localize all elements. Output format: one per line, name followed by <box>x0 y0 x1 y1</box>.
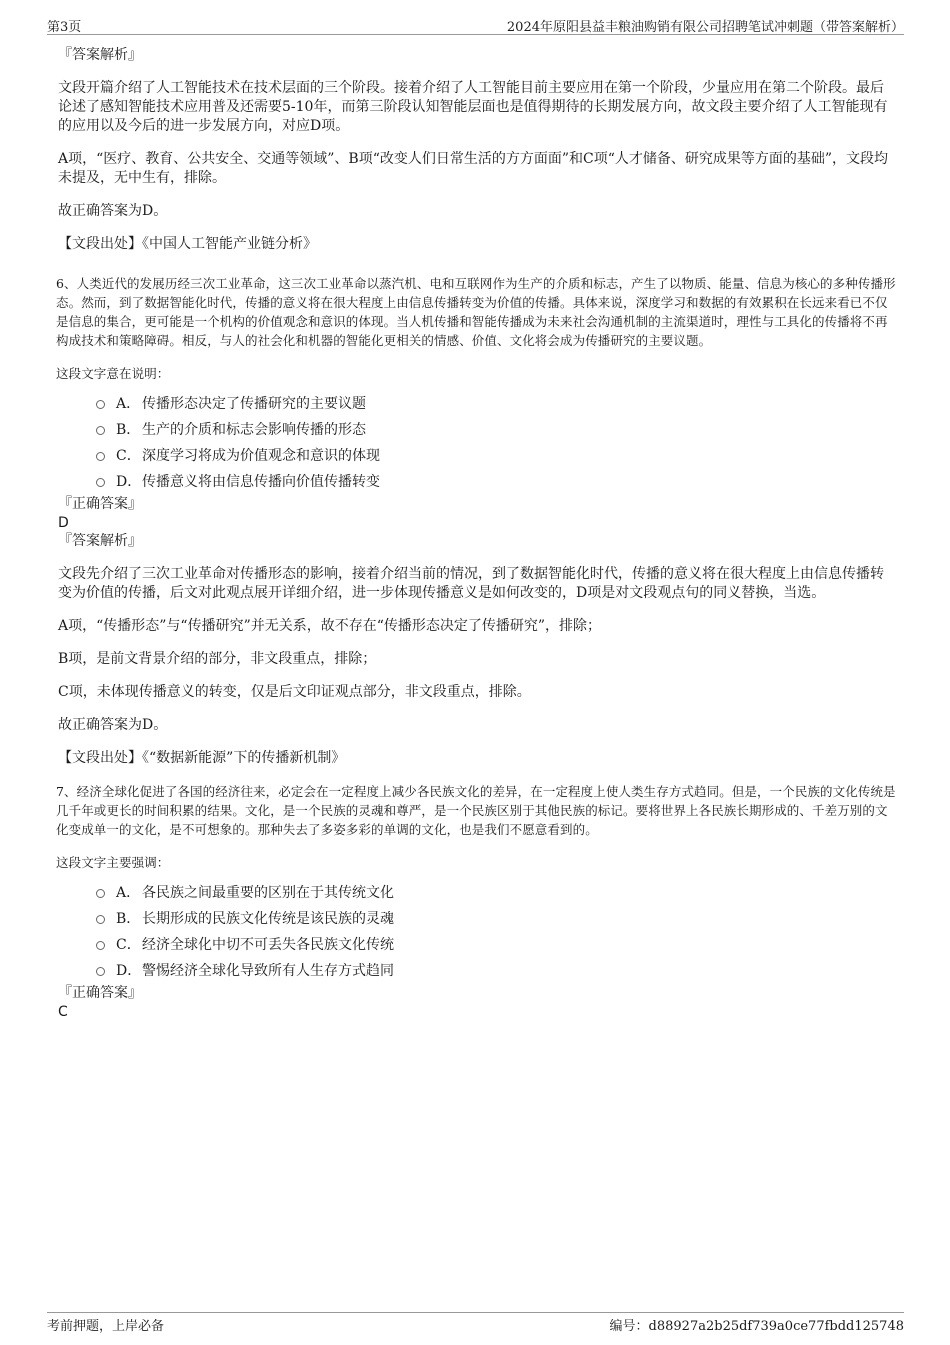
analysis-heading: 『答案解析』 <box>58 47 142 63</box>
analysis-paragraph: A项，“医疗、教育、公共安全、交通等领域”、B项“改变人们日常生活的方方面面”和C项“人才储备、研究成果等方面的基础”，文段均未提及，无中生有，排除。 <box>58 151 889 186</box>
option-a[interactable]: A． 传播形态决定了传播研究的主要议题 <box>96 391 896 417</box>
radio-icon[interactable] <box>96 941 105 950</box>
radio-icon[interactable] <box>96 967 105 976</box>
question-7-stem: 7、经济全球化促进了各国的经济往来，必定会在一定程度上减少各民族文化的差异，在一定程度上使人类生存方式趋同。但是，一个民族的文化传统是几千年或更长的时间积累的结果。文化，是一个民族的灵魂和尊严，是一个民族区别于其他民族的标记。要将世界上各民族长期形成的、千差万别的文化变成单一的文化，是不可想象的。那种失去了多姿多彩的单调的文化，也是我们不愿意看到的。 <box>56 784 896 837</box>
analysis-paragraph: B项，是前文背景介绍的部分，非文段重点，排除； <box>58 651 377 667</box>
page-content <box>56 46 896 1021</box>
source-citation: 【文段出处】《“数据新能源”下的传播新机制》 <box>58 750 346 766</box>
radio-icon[interactable] <box>96 915 105 924</box>
option-c[interactable]: C．深度学习将成为价值观念和意识的体现 <box>96 443 896 469</box>
radio-icon[interactable] <box>96 478 105 487</box>
answer-conclusion: 故正确答案为D。 <box>58 203 168 219</box>
option-a[interactable]: A． 各民族之间最重要的区别在于其传统文化 <box>96 880 896 906</box>
question-6-options <box>96 391 896 495</box>
footer-slogan: 考前押题，上岸必备 <box>47 1319 165 1334</box>
correct-answer: D <box>58 515 69 531</box>
radio-icon[interactable] <box>96 889 105 898</box>
document-title: 2024年原阳县益丰粮油购销有限公司招聘笔试冲刺题（带答案解析） <box>506 20 904 35</box>
source-citation: 【文段出处】《中国人工智能产业链分析》 <box>58 236 317 252</box>
document-code: 编号：d88927a2b25df739a0ce77fbdd125748 <box>609 1319 904 1334</box>
page-number: 第3页 <box>47 20 82 35</box>
page-header <box>47 14 904 35</box>
option-b[interactable]: B． 生产的介质和标志会影响传播的形态 <box>96 417 896 443</box>
question-6-stem: 6、人类近代的发展历经三次工业革命，这三次工业革命以蒸汽机、电和互联网作为生产的介质和标志，产生了以物质、能量、信息为核心的多种传播形态。然而，到了数据智能化时代，传播的意义将在很大程度上由信息传播转变为价值的传播。具体来说，深度学习和数据的有效累积在长远来看已不仅是信息的集合，更可能是一个机构的价值观念和意识的体现。当人机传播和智能传播成为未来社会沟通机制的主流渠道时，理性与工具化的传播将不再构成技术和策略障碍。相反，与人的社会化和机器的智能化更相关的情感、价值、文化将会成为传播研究的主要议题。 <box>56 276 896 348</box>
option-b[interactable]: B． 长期形成的民族文化传统是该民族的灵魂 <box>96 906 896 932</box>
analysis-paragraph: 文段先介绍了三次工业革命对传播形态的影响，接着介绍当前的情况，到了数据智能化时代，传播的意义将在很大程度上由信息传播转变为价值的传播，后文对此观点展开详细介绍，进一步体现传播意义是如何改变的，D项是对文段观点句的同义替换，当选。 <box>58 566 884 601</box>
analysis-paragraph: A项，“传播形态”与“传播研究”并无关系，故不存在“传播形态决定了传播研究”，排除； <box>58 618 602 634</box>
correct-answer-heading: 『正确答案』 <box>58 985 142 1001</box>
analysis-heading: 『答案解析』 <box>58 533 142 549</box>
correct-answer-heading: 『正确答案』 <box>58 496 142 512</box>
analysis-paragraph: 文段开篇介绍了人工智能技术在技术层面的三个阶段。接着介绍了人工智能目前主要应用在第一个阶段，少量应用在第二个阶段。最后论述了感知智能技术应用普及还需要5-10年，而第三阶段认知智能层面也是值得期待的长期发展方向，故文段主要介绍了人工智能现有的应用以及今后的进一步发展方向，对应D项。 <box>58 80 888 134</box>
radio-icon[interactable] <box>96 400 105 409</box>
question-7-options <box>96 880 896 984</box>
correct-answer: C <box>58 1004 68 1020</box>
option-d[interactable]: D．警惕经济全球化导致所有人生存方式趋同 <box>96 958 896 984</box>
question-7-prompt: 这段文字主要强调： <box>56 855 170 870</box>
analysis-paragraph: C项，未体现传播意义的转变，仅是后文印证观点部分，非文段重点，排除。 <box>58 684 531 700</box>
radio-icon[interactable] <box>96 452 105 461</box>
answer-conclusion: 故正确答案为D。 <box>58 717 168 733</box>
option-d[interactable]: D．传播意义将由信息传播向价值传播转变 <box>96 469 896 495</box>
radio-icon[interactable] <box>96 426 105 435</box>
question-6-prompt: 这段文字意在说明： <box>56 366 170 381</box>
option-c[interactable]: C．经济全球化中切不可丢失各民族文化传统 <box>96 932 896 958</box>
page-footer <box>47 1312 904 1333</box>
